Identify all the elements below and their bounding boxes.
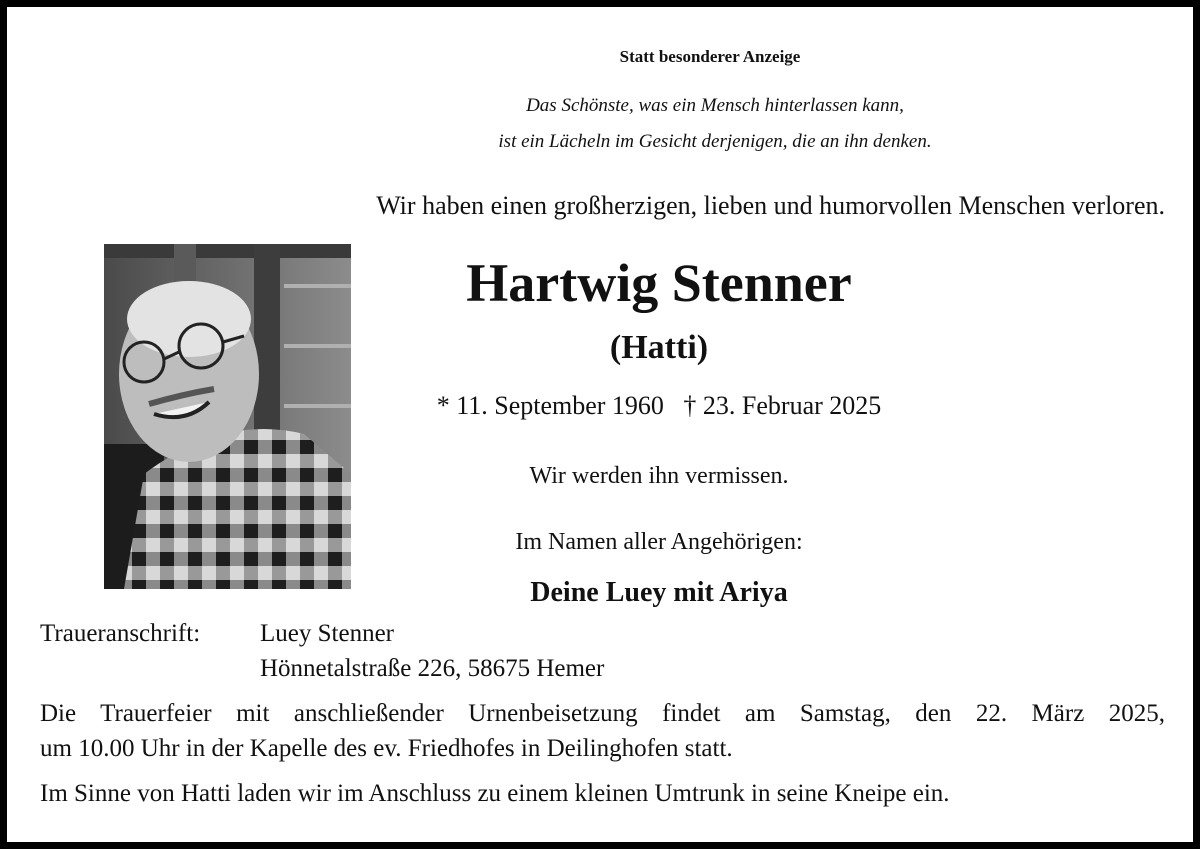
address-street: Hönnetalstraße 226, 58675 Hemer [260,655,605,682]
on-behalf-line: Im Namen aller Angehörigen: [515,529,803,555]
portrait-photo [104,244,351,589]
quote-line-1: Das Schönste, was ein Mensch hinterlassen kann, [526,95,904,116]
miss-message: Wir werden ihn vermissen. [529,463,789,489]
deceased-nickname: (Hatti) [609,329,709,366]
quote-line-2: ist ein Lächeln im Gesicht derjenigen, die an ihn denken. [498,131,932,152]
notice-type-label: Statt besonderer Anzeige [619,47,801,66]
address-label: Traueranschrift: [40,620,201,647]
ceremony-line-1: Die Trauerfeier mit anschließender Urnenbeisetzung findet am Samstag, den 22. März 2025, [40,700,1165,727]
life-dates: * 11. September 1960 † 23. Februar 2025 [436,391,882,420]
ceremony-line-2: um 10.00 Uhr in der Kapelle des ev. Friedhofes in Deilinghofen statt. [40,735,733,762]
deceased-name: Hartwig Stenner [466,253,852,313]
signature-line: Deine Luey mit Ariya [530,577,788,608]
lead-sentence: Wir haben einen großherzigen, lieben und humorvollen Menschen verloren. [376,191,1165,220]
invitation-line: Im Sinne von Hatti laden wir im Anschluss zu einem kleinen Umtrunk in seine Kneipe ein. [40,780,950,807]
address-name: Luey Stenner [260,620,394,647]
